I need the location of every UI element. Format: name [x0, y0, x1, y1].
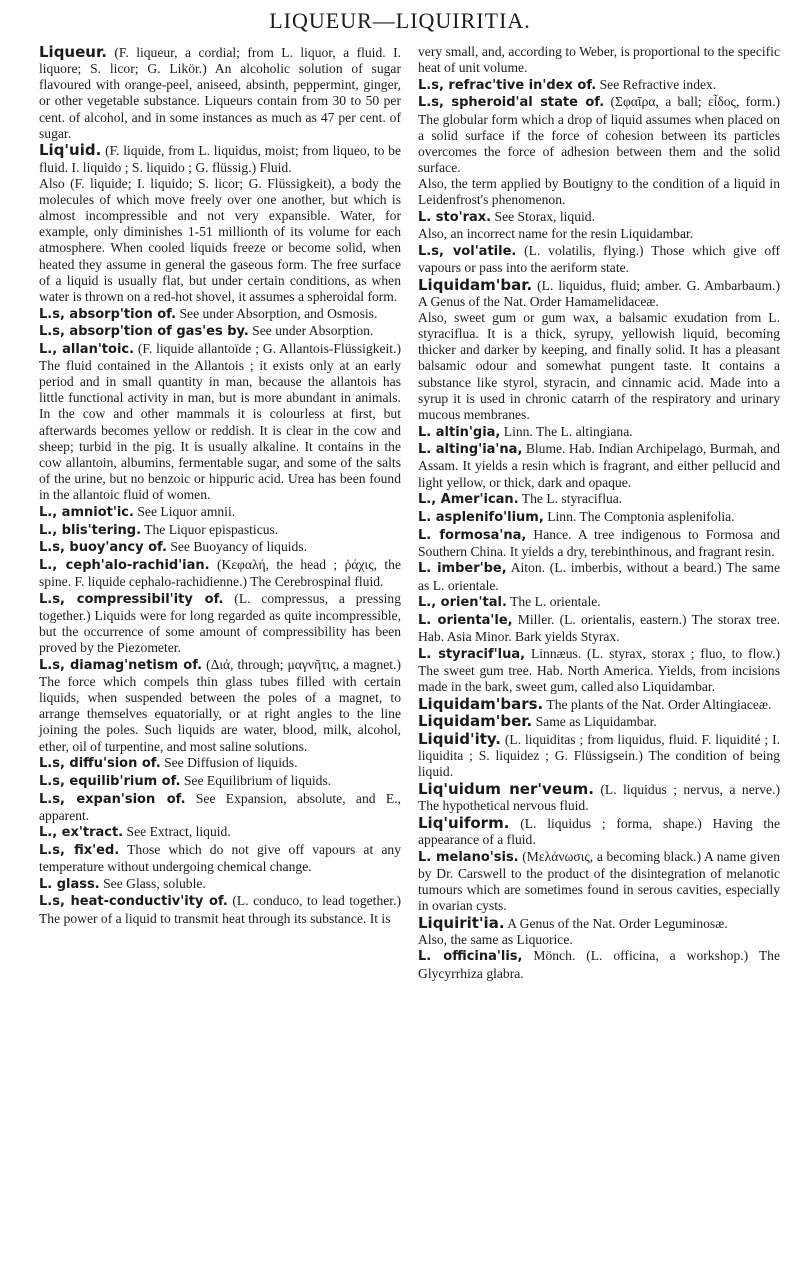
- dictionary-entry: [39, 341, 401, 504]
- entry-paragraph: [418, 243, 780, 276]
- entry-headword: L. officina'lis,: [418, 949, 523, 965]
- entry-headword: L. asplenifo'lium,: [418, 509, 544, 525]
- dictionary-entry: [39, 657, 401, 755]
- entry-headword: Liquirit'ia.: [418, 913, 505, 932]
- entry-paragraph: [39, 176, 401, 305]
- dictionary-entry: [418, 713, 780, 730]
- entry-paragraph: [39, 791, 401, 824]
- entry-text: See Equilibrium of liquids.: [183, 772, 332, 788]
- entry-text: (Μελάνωσις, a becoming black.) A name given by Dr. Carswell to the product of the disintegration of melanotic tumours which are sometimes found in serous cavities, especially in ovarian cysts.: [418, 848, 780, 913]
- dictionary-entry: [39, 142, 401, 305]
- dictionary-entry: [418, 527, 780, 560]
- entry-paragraph: [418, 849, 780, 915]
- dictionary-entry: [418, 209, 780, 242]
- entry-headword: L. orienta'le,: [418, 612, 513, 628]
- entry-paragraph: [418, 915, 780, 932]
- entry-text: (L. liquidus ; nervus, a nerve.) The hypothetical nervous fluid.: [418, 781, 781, 814]
- entry-text: Also, an incorrect name for the resin Liquidambar.: [418, 226, 694, 242]
- entry-paragraph: [418, 424, 780, 441]
- left-column: [39, 44, 401, 927]
- entry-paragraph: [39, 323, 401, 340]
- entry-headword: Liq'uidum ner'veum.: [418, 779, 594, 798]
- entry-text: Also (F. liquide; I. liquido; S. licor; G. Flüssigkeit), a body the molecules of which move freely over one another, but which is almost incompressible and not very expansible. Water, for example, only diminishes 1-51 millionth of its volume for each atmosphere. When cooled liquids freeze or become solid, when heated they assume in general the gaseous form. The free surface of a liquid is usually flat, but under certain conditions, as when water is thrown on a red-hot shovel, it assumes a spheroidal form.: [39, 175, 401, 304]
- entry-text: Mönch. (L. officina, a workshop.) The Glycyrrhiza glabra.: [418, 948, 780, 981]
- entry-headword: L.s, absorp'tion of.: [39, 306, 177, 322]
- entry-headword: L. styracif'lua,: [418, 646, 526, 662]
- entry-paragraph: [418, 77, 780, 94]
- entry-headword: L. alting'ia'na,: [418, 442, 523, 458]
- dictionary-entry: [418, 441, 780, 490]
- entry-paragraph: [39, 522, 401, 539]
- page-header: LIQUEUR—LIQUIRITIA.: [269, 8, 531, 33]
- entry-text: (F. liqueur, a cordial; from L. liquor, a fluid. I. liquore; S. licor; G. Likör.) An alcoholic solution of sugar flavoured with orange-peel, aniseed, absinth, peppermint, ginger, or other vegetable substance. Liqueurs contain from 30 to 50 per cent. of alcohol, and in some instances as much as 47 per cent. of sugar.: [39, 45, 402, 141]
- entry-text: See Refractive index.: [599, 76, 717, 92]
- entry-paragraph: [418, 94, 780, 176]
- entry-headword: L. melano'sis.: [418, 849, 519, 865]
- entry-headword: L., Amer'ican.: [418, 492, 519, 508]
- entry-text: Also, the same as Liquorice.: [418, 931, 573, 947]
- entry-headword: L.s, buoy'ancy of.: [39, 540, 167, 556]
- entry-text: Aiton. (L. imberbis, without a beard.) The same as L. orientale.: [418, 560, 780, 593]
- dictionary-entry: [39, 522, 401, 539]
- entry-paragraph: [418, 209, 780, 226]
- entry-text: The plants of the Nat. Order Altingiaceæ.: [546, 696, 772, 712]
- dictionary-entry: [418, 560, 780, 593]
- entry-paragraph: [418, 646, 780, 695]
- entry-text: See under Absorption.: [252, 323, 374, 339]
- dictionary-entry: [418, 948, 780, 981]
- entry-text: (Κεφαλή, the head ; ῥάχις, the spine. F. liquide cephalo-rachidienne.) The Cerebrospinal fluid.: [39, 556, 401, 589]
- entry-headword: Liq'uiform.: [418, 813, 510, 832]
- entry-text: (F. liquide allantoïde ; G. Allantois-Flüssigkeit.) The fluid contained in the Allantois ; it exists only at an early period and in small quantity in man, because the allantois has little functional activity in man, but is more abundant in animals. In the cow and other mammals it is colourless at first, but afterwards becomes yellow or reddish. It is clear in the cow and sheep; turbid in the pig. It is usually alkaline. It contains in the cow allantoin, albumins, fermentable sugar, and some of the salts of the urine, but no benzoic or hippuric acid. Urea has been found in the allantoic fluid of women.: [39, 340, 402, 503]
- entry-headword: L.s, diffu'sion of.: [39, 756, 161, 772]
- entry-headword: Liq'uid.: [39, 141, 102, 160]
- entry-text: (L. conduco, to lead together.) The power of a liquid to transmit heat through its substance. It is: [39, 893, 401, 926]
- dictionary-entry: [418, 243, 780, 276]
- entry-headword: L.s, expan'sion of.: [39, 791, 186, 807]
- dictionary-entry: [418, 781, 780, 814]
- entry-headword: L.s, compressibil'ity of.: [39, 591, 224, 607]
- dictionary-entry: [418, 815, 780, 848]
- dictionary-entry: [39, 876, 401, 893]
- entry-headword: L. formosa'na,: [418, 527, 527, 543]
- entry-paragraph: [39, 341, 401, 504]
- entry-text: (L. liquidus, fluid; amber. G. Ambarbaum.) A Genus of the Nat. Order Hamamelidaceæ.: [418, 277, 780, 309]
- entry-headword: L. glass.: [39, 876, 100, 892]
- dictionary-entry: [39, 306, 401, 323]
- entry-paragraph: [39, 591, 401, 657]
- entry-text: (L. liquidus ; forma, shape.) Having the appearance of a fluid.: [418, 815, 780, 847]
- entry-paragraph: [418, 509, 780, 526]
- dictionary-entry: [418, 849, 780, 915]
- entry-paragraph: [418, 491, 780, 508]
- entry-paragraph: [418, 560, 780, 593]
- entry-text: Linn. The Comptonia asplenifolia.: [547, 508, 735, 524]
- entry-headword: Liquidam'bar.: [418, 275, 533, 294]
- entry-headword: L.s, diamag'netism of.: [39, 657, 203, 673]
- entry-headword: L., ex'tract.: [39, 825, 124, 841]
- dictionary-entry: [418, 491, 780, 508]
- entry-headword: L. sto'rax.: [418, 210, 492, 226]
- entry-text: Also, sweet gum or gum wax, a balsamic exudation from L. styraciflua. It is a thick, syrupy, yellowish liquid, becoming thicker and darker by keeping, and finally solid. It has a pleasant balsamic odour and somewhat pungent taste. It contains a substance like styrol, styracin, and cinnamic acid. Made into a syrup it is used in chronic catarrh of the respiratory and urinary mucous membranes.: [418, 310, 780, 422]
- entry-paragraph: [39, 504, 401, 521]
- dictionary-entry: [39, 557, 401, 590]
- entry-paragraph: [39, 557, 401, 590]
- entry-headword: L.s, refrac'tive in'dex of.: [418, 77, 597, 93]
- dictionary-entry: [39, 842, 401, 875]
- entry-text: (Διά, through; μαγνῆτις, a magnet.) The force which compels thin glass tubes filled with certain liquids, when suspended between the poles of a magnet, to arrange themselves equatorially, or at right angles to the line joining the poles. Such liquids are water, blood, milk, alcohol, ether, oil of turpentine, and most saline solutions.: [39, 656, 401, 754]
- entry-paragraph: [39, 142, 401, 175]
- entry-paragraph: [418, 932, 780, 948]
- entry-text: See Buoyancy of liquids.: [170, 539, 308, 555]
- dictionary-entry: [418, 277, 780, 423]
- entry-headword: L.s, fix'ed.: [39, 843, 120, 858]
- entry-text: See Diffusion of liquids.: [164, 755, 298, 771]
- entry-text: See Extract, liquid.: [126, 824, 231, 840]
- dictionary-entry: [39, 755, 401, 772]
- dictionary-entry: [418, 509, 780, 526]
- entry-headword: L., ceph'alo-rachid'ian.: [39, 557, 210, 573]
- entry-text: A Genus of the Nat. Order Leguminosæ.: [507, 915, 728, 931]
- entry-paragraph: [39, 842, 401, 875]
- entry-paragraph: [418, 612, 780, 645]
- entry-paragraph: [418, 310, 780, 423]
- entry-text: Linn. The L. altingiana.: [503, 423, 633, 439]
- entry-text: Blume. Hab. Indian Archipelago, Burmah, and Assam. It yields a resin which is fragrant, and either pellucid and light yellow, or thick, dark and opaque.: [418, 441, 780, 490]
- dictionary-entry: [418, 94, 780, 208]
- entry-text: The Liquor epispasticus.: [144, 521, 279, 537]
- dictionary-entry: [418, 77, 780, 94]
- dictionary-entry: [418, 646, 780, 695]
- entry-paragraph: [39, 306, 401, 323]
- entry-paragraph: [418, 176, 780, 208]
- entry-text: The L. orientale.: [510, 594, 601, 610]
- entry-headword: L., amniot'ic.: [39, 504, 134, 520]
- entry-text: (F. liquide, from L. liquidus, moist; from liqueo, to be fluid. I. liquido ; S. liquido ; G. flüssig.) Fluid.: [39, 143, 401, 175]
- entry-text: Miller. (L. orientalis, eastern.) The storax tree. Hab. Asia Minor. Bark yields Styrax.: [418, 611, 781, 644]
- dictionary-entry: [418, 44, 780, 76]
- entry-paragraph: [418, 44, 780, 76]
- entry-headword: L.s, vol'atile.: [418, 243, 517, 259]
- entry-paragraph: [418, 594, 780, 611]
- dictionary-entry: [39, 539, 401, 556]
- entry-headword: L., blis'tering.: [39, 522, 142, 538]
- dictionary-entry: [39, 791, 401, 824]
- entry-text: Linnæus. (L. styrax, storax ; fluo, to flow.) The sweet gum tree. Hab. North America. Yields, from incisions made in the bark, sweet gum, called also Liquidambar.: [418, 645, 780, 694]
- dictionary-entry: [39, 893, 401, 926]
- entry-text: Hance. A tree indigenous to Formosa and Southern China. It yields a dry, terebinthinous, and fragrant resin.: [418, 526, 780, 559]
- entry-headword: Liquidam'ber.: [418, 712, 533, 731]
- entry-paragraph: [39, 755, 401, 772]
- entry-text: (L. volatilis, flying.) Those which give off vapours or pass into the aeriform state.: [418, 242, 780, 276]
- entry-paragraph: [39, 539, 401, 556]
- entry-headword: L.s, equilib'rium of.: [39, 773, 181, 789]
- entry-headword: L., allan'toic.: [39, 341, 135, 357]
- dictionary-entry: [418, 594, 780, 611]
- entry-text: (L. compressus, a pressing together.) Liquids were for long regarded as quite incompressible, but the occurrence of some amount of compressibility has been proved by the Piezometer.: [39, 590, 402, 656]
- dictionary-entry: [39, 773, 401, 790]
- entry-paragraph: [418, 731, 780, 780]
- dictionary-entry: [39, 323, 401, 340]
- entry-paragraph: [39, 44, 401, 142]
- entry-text: See under Absorption, and Osmosis.: [179, 305, 378, 321]
- dictionary-entry: [39, 591, 401, 657]
- dictionary-entry: [39, 824, 401, 841]
- entry-paragraph: [39, 657, 401, 755]
- entry-headword: L. imber'be,: [418, 561, 507, 577]
- entry-headword: Liquidam'bars.: [418, 694, 544, 713]
- dictionary-entry: [418, 915, 780, 948]
- entry-text: Those which do not give off vapours at any temperature without undergoing chemical change.: [39, 842, 401, 875]
- entry-text: See Glass, soluble.: [103, 875, 206, 891]
- entry-paragraph: [418, 527, 780, 560]
- dictionary-entry: [39, 44, 401, 142]
- entry-text: See Liquor amnii.: [137, 503, 236, 519]
- entry-text: Same as Liquidambar.: [535, 714, 657, 730]
- entry-text: See Storax, liquid.: [494, 209, 595, 225]
- entry-paragraph: [418, 696, 780, 713]
- entry-paragraph: [418, 277, 780, 310]
- entry-paragraph: [39, 876, 401, 893]
- entry-headword: L.s, spheroid'al state of.: [418, 95, 605, 111]
- entry-paragraph: [39, 773, 401, 790]
- entry-paragraph: [418, 226, 780, 242]
- entry-text: (Σφαῖρα, a ball; εἶδος, form.) The globular form which a drop of liquid assumes when placed on a solid surface if the force of cohesion between its particles overcomes the force of adhesion between them and the solid surface.: [418, 94, 780, 176]
- entry-paragraph: [418, 713, 780, 730]
- entry-text: See Expansion, absolute, and E., apparent.: [39, 790, 401, 823]
- entry-paragraph: [39, 824, 401, 841]
- dictionary-entry: [418, 696, 780, 713]
- entry-paragraph: [418, 815, 780, 848]
- entry-text: (L. liquiditas ; from liquidus, fluid. F. liquidité ; I. liquidita ; S. liquidez ; G. Flüssigsein.) The condition of being liquid.: [418, 731, 780, 780]
- entry-headword: L.s, heat-conductiv'ity of.: [39, 894, 228, 910]
- entry-text: very small, and, according to Weber, is proportional to the specific heat of unit volume.: [418, 44, 780, 76]
- entry-headword: Liquid'ity.: [418, 729, 501, 748]
- entry-headword: L. altin'gia,: [418, 424, 501, 440]
- dictionary-entry: [39, 504, 401, 521]
- dictionary-entry: [418, 731, 780, 780]
- dictionary-entry: [418, 612, 780, 645]
- entry-headword: Liqueur.: [39, 43, 107, 61]
- right-column: [418, 44, 780, 982]
- dictionary-entry: [418, 424, 780, 441]
- entry-paragraph: [39, 893, 401, 926]
- entry-paragraph: [418, 948, 780, 981]
- entry-headword: L.s, absorp'tion of gas'es by.: [39, 324, 249, 340]
- entry-headword: L., orien'tal.: [418, 595, 507, 611]
- entry-text: Also, the term applied by Boutigny to the condition of a liquid in Leidenfrost's phenomenon.: [418, 176, 780, 208]
- entry-paragraph: [418, 441, 780, 490]
- entry-text: The L. styraciflua.: [521, 491, 623, 507]
- entry-paragraph: [418, 781, 780, 814]
